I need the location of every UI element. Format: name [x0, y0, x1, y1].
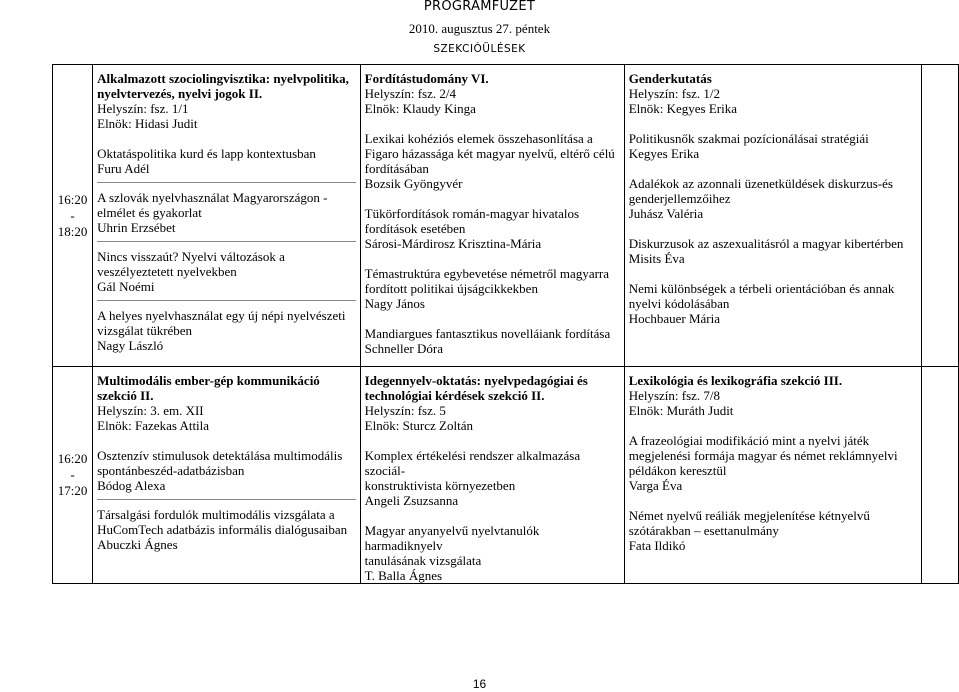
session-cell — [93, 367, 361, 584]
session-cell — [624, 367, 921, 584]
section-heading: SZEKCIÓÜLÉSEK — [433, 43, 526, 55]
spacer — [365, 311, 620, 326]
session-title: technológiai kérdések szekció II. — [364, 388, 545, 403]
talk-title: Mandiargues fantasztikus novelláiank fordítása — [364, 326, 611, 341]
talk-title: HuComTech adatbázis informális dialógusaiban — [97, 522, 348, 537]
talk-title: Diskurzusok az aszexualitásról a magyar kibertérben — [628, 236, 904, 251]
spacer — [629, 493, 917, 508]
session-location: Helyszín: fsz. 7/8 — [628, 388, 721, 403]
talk-author: Sárosi-Márdirosz Krisztina-Mária — [364, 236, 542, 251]
talk-title: tanulásának vizsgálata — [364, 553, 482, 568]
time-cell — [53, 65, 93, 367]
time-text: - — [70, 207, 75, 223]
talk-title: Adalékok az azonnali üzenetküldések diskurzus-és — [628, 176, 893, 191]
talk-item — [97, 190, 356, 235]
time-text: 16:20 — [57, 451, 88, 466]
spacer — [365, 116, 620, 131]
session-chair: Elnök: Fazekas Attila — [97, 418, 210, 433]
session-title: szekció II. — [97, 388, 154, 403]
time-text: 17:20 — [57, 483, 88, 498]
talk-author: Kegyes Erika — [628, 146, 700, 161]
talk-author: Bozsik Gyöngyvér — [364, 176, 463, 191]
talk-author: Angeli Zsuzsanna — [364, 493, 459, 508]
talk-title: fordítások esetében — [364, 221, 466, 236]
talk-item — [97, 146, 356, 176]
talk-title: A helyes nyelvhasználat egy új népi nyelvészeti — [97, 308, 346, 323]
talk-title: Komplex értékelési rendszer alkalmazása szociál- — [364, 448, 581, 478]
spacer — [629, 266, 917, 281]
session-title: Genderkutatás — [628, 71, 712, 86]
talk-title: megjelenési formája magyar és német reklámnyelvi — [628, 448, 898, 463]
session-title: Lexikológia és lexikográfia szekció III. — [628, 373, 843, 388]
talk-title: példákon keresztül — [628, 463, 727, 478]
talk-title: genderjellemzőihez — [628, 191, 731, 206]
session-cell — [93, 65, 361, 367]
talk-separator — [97, 241, 356, 242]
session-title: Multimodális ember-gép kommunikáció — [97, 373, 320, 388]
talk-separator — [97, 300, 356, 301]
talk-item — [97, 507, 356, 552]
talk-author: Nagy János — [364, 296, 425, 311]
talk-item — [629, 281, 917, 326]
talk-title: Figaro házassága két magyar nyelvű, eltérő célú — [364, 146, 615, 161]
session-title: nyelvtervezés, nyelvi jogok II. — [97, 86, 263, 101]
talk-author: Nagy László — [97, 338, 164, 353]
talk-author: Furu Adél — [97, 161, 150, 176]
talk-title: spontánbeszéd-adatbázisban — [97, 463, 245, 478]
talk-title: Tükörfordítások román-magyar hivatalos — [364, 206, 580, 221]
time-cell — [53, 367, 93, 584]
talk-title: Német nyelvű reáliák megjelenítése kétnyelvű — [628, 508, 870, 523]
spacer — [365, 251, 620, 266]
talk-author: Varga Éva — [628, 478, 683, 493]
empty-cell — [921, 65, 958, 367]
talk-title: A szlovák nyelvhasználat Magyarországon - — [97, 190, 328, 205]
talk-title: A frazeológiai modifikáció mint a nyelvi játék — [628, 433, 870, 448]
page-number: 16 — [472, 677, 487, 691]
talk-title: veszélyeztetett nyelvekben — [97, 264, 237, 279]
talk-author: Schneller Dóra — [364, 341, 443, 356]
talk-separator — [97, 499, 356, 500]
talk-title: Társalgási fordulók multimodális vizsgálata a — [97, 507, 335, 522]
spacer — [629, 418, 917, 433]
document-date: 2010. augusztus 27. péntek — [408, 21, 551, 36]
talk-item — [629, 131, 917, 161]
session-title: Idegennyelv-oktatás: nyelvpedagógiai és — [364, 373, 588, 388]
time-text: - — [70, 467, 75, 482]
spacer — [365, 433, 620, 448]
talk-title: fordított politikai újságcikkekben — [364, 281, 538, 296]
session-chair: Elnök: Klaudy Kinga — [364, 101, 476, 116]
talk-title: konstruktivista környezetben — [364, 478, 516, 493]
empty-cell — [921, 367, 958, 584]
talk-author: Bódog Alexa — [97, 478, 166, 493]
talk-author: Abuczki Ágnes — [97, 537, 178, 552]
talk-title: szótárakban – esettanulmány — [628, 523, 779, 538]
talk-item — [365, 448, 620, 508]
session-chair: Elnök: Sturcz Zoltán — [364, 418, 473, 433]
schedule-row — [53, 65, 959, 367]
talk-author: Uhrin Erzsébet — [97, 220, 176, 235]
talk-author: Hochbauer Mária — [628, 311, 721, 326]
talk-item — [629, 433, 917, 493]
session-location: Helyszín: fsz. 1/2 — [628, 86, 721, 101]
session-location: Helyszín: fsz. 1/1 — [97, 101, 189, 116]
talk-item — [365, 266, 620, 311]
talk-author: T. Balla Ágnes — [364, 568, 443, 583]
talk-title: Témastruktúra egybevetése németről magyarra — [364, 266, 610, 281]
session-cell — [360, 367, 624, 584]
talk-title: vizsgálat tükrében — [97, 323, 193, 338]
talk-author: Misits Éva — [628, 251, 685, 266]
talk-title: elmélet és gyakorlat — [97, 205, 202, 220]
talk-item — [97, 308, 356, 353]
talk-title: Osztenzív stimulusok detektálása multimodális — [97, 448, 343, 463]
talk-author: Fata Ildikó — [628, 538, 686, 553]
talk-title: Lexikai kohéziós elemek összehasonlítása a — [364, 131, 593, 146]
spacer — [97, 131, 356, 146]
talk-item — [97, 448, 356, 493]
talk-item — [365, 326, 620, 356]
talk-title: Magyar anyanyelvű nyelvtanulók harmadiknyelv — [364, 523, 540, 553]
talk-title: nyelvi kódolásában — [628, 296, 730, 311]
session-cell — [360, 65, 624, 367]
talk-item — [365, 523, 620, 583]
talk-item — [629, 236, 917, 266]
talk-item — [97, 249, 356, 294]
session-chair: Elnök: Hidasi Judit — [97, 116, 198, 131]
talk-item — [629, 508, 917, 553]
document-title: PROGRAMFÜZET — [423, 0, 536, 14]
talk-item — [365, 131, 620, 191]
time-text: 16:20 — [57, 191, 88, 207]
talk-author: Gál Noémi — [97, 279, 155, 294]
spacer — [629, 161, 917, 176]
spacer — [629, 221, 917, 236]
session-location: Helyszín: fsz. 5 — [364, 403, 446, 418]
schedule-row — [53, 367, 959, 584]
spacer — [365, 508, 620, 523]
talk-title: fordításában — [364, 161, 429, 176]
session-location: Helyszín: fsz. 2/4 — [364, 86, 456, 101]
session-location: Helyszín: 3. em. XII — [97, 403, 204, 418]
spacer — [365, 191, 620, 206]
spacer — [629, 116, 917, 131]
session-chair: Elnök: Muráth Judit — [628, 403, 734, 418]
time-text: 18:20 — [57, 223, 88, 239]
spacer — [97, 433, 356, 448]
talk-title: Nincs visszaút? Nyelvi változások a — [97, 249, 285, 264]
session-chair: Elnök: Kegyes Erika — [628, 101, 738, 116]
schedule-table — [52, 64, 959, 584]
session-title: Alkalmazott szociolingvisztika: nyelvpolitika, — [97, 71, 349, 86]
talk-item — [629, 176, 917, 221]
session-title: Fordítástudomány VI. — [364, 71, 489, 86]
talk-title: Politikusnők szakmai pozícionálásai stratégiái — [628, 131, 869, 146]
session-cell — [624, 65, 921, 367]
talk-separator — [97, 182, 356, 183]
talk-title: Oktatáspolitika kurd és lapp kontextusban — [97, 146, 316, 161]
talk-title: Nemi különbségek a térbeli orientációban és annak — [628, 281, 895, 296]
talk-author: Juhász Valéria — [628, 206, 704, 221]
talk-item — [365, 206, 620, 251]
